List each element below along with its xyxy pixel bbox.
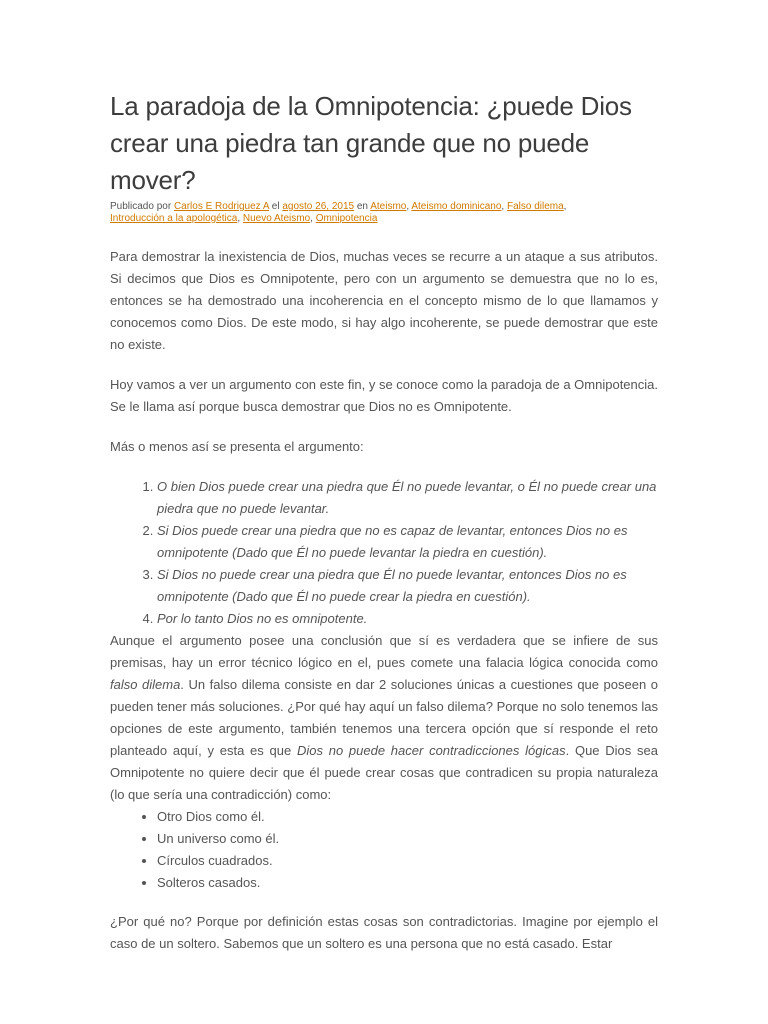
category-link-introduccion-apologetica[interactable]: Introducción a la apologética xyxy=(110,213,238,224)
category-separator: , xyxy=(237,213,243,224)
category-link-nuevo-ateismo[interactable]: Nuevo Ateismo xyxy=(242,213,311,224)
argument-item: 3. Si Dios no puede crear una piedra que Él no puede levantar, entonces Dios no es omnipotente (Dado que Él no puede crear la piedra en cuestión). xyxy=(157,564,658,608)
argument-item: 4. Por lo tanto Dios no es omnipotente. xyxy=(157,608,658,630)
emphasis-contradicciones: Dios no puede hacer contradicciones lógicas xyxy=(296,743,566,758)
categories-prefix: en xyxy=(354,201,371,212)
list-item: • Otro Dios como él. xyxy=(157,806,658,828)
paragraph-why-not: ¿Por qué no? Porque por definición estas cosas son contradictorias. Imagine por ejemplo el caso de un soltero. Sabemos que un soltero es una persona que no está casado. Estar xyxy=(110,914,658,951)
published-by-label: Publicado por xyxy=(110,201,174,212)
author-link[interactable]: Carlos E Rodriguez A xyxy=(173,201,269,212)
paragraph-text: . Que Dios sea Omnipotente no quiere decir que él puede crear cosas que contradicen su propia naturaleza (lo que sería una contradicción) como: xyxy=(110,743,658,802)
emphasis-falso-dilema: falso dilema xyxy=(110,677,181,692)
list-item: • Solteros casados. xyxy=(157,872,658,894)
argument-item: 2. Si Dios puede crear una piedra que no es capaz de levantar, entonces Dios no es omnipotente (Dado que Él no puede levantar la piedra en cuestión). xyxy=(157,520,658,564)
paragraph-false-dilemma xyxy=(110,630,658,806)
article xyxy=(110,88,658,955)
category-link-ateismo-dominicano[interactable]: Ateismo dominicano xyxy=(411,201,502,212)
paragraph-argument-intro: Hoy vamos a ver un argumento con este fin, y se conoce como la paradoja de a Omnipotencia. Se le llama así porque busca demostrar que Dios no es Omnipotente. xyxy=(110,377,658,414)
category-separator: , xyxy=(310,213,316,224)
category-separator: , xyxy=(501,201,507,212)
paragraph-intro: Para demostrar la inexistencia de Dios, muchas veces se recurre a un ataque a sus atributos. Si decimos que Dios es Omnipotente, pero con un argumento se demuestra que no lo es, entonces se ha demostrado una incoherencia en el concepto mismo de lo que llamamos y conocemos como Dios. De este modo, si hay algo incoherente, se puede demostrar que este no existe. xyxy=(110,249,658,352)
list-item: • Un universo como él. xyxy=(157,828,658,850)
category-link-omnipotencia[interactable]: Omnipotencia xyxy=(315,213,378,224)
date-prefix: el xyxy=(269,201,283,212)
list-item: • Círculos cuadrados. xyxy=(157,850,658,872)
post-meta xyxy=(110,201,590,225)
paragraph-text: Aunque el argumento posee una conclusión que sí es verdadera que se infiere de sus premisas, hay un error técnico lógico en el, pues comete una falacia lógica conocida como xyxy=(110,633,658,670)
date-link[interactable]: agosto 26, 2015 xyxy=(282,201,355,212)
argument-item: 1. O bien Dios puede crear una piedra que Él no puede levantar, o Él no puede crear una piedra que no puede levantar. xyxy=(157,476,658,520)
argument-list xyxy=(110,476,658,630)
article-title: La paradoja de la Omnipotencia: ¿puede Dios crear una piedra tan grande que no puede mover? xyxy=(110,91,632,195)
contradiction-examples-list xyxy=(110,806,658,894)
paragraph-text: . Un falso dilema consiste en dar 2 soluciones únicas a cuestiones que poseen o pueden tener más soluciones. ¿Por qué hay aquí un falso dilema? Porque no solo tenemos las opciones de este argumento, también tenemos una tercera opción que sí responde el reto planteado aquí, y esta es que xyxy=(110,677,658,758)
category-link-ateismo[interactable]: Ateismo xyxy=(370,201,407,212)
category-link-falso-dilema[interactable]: Falso dilema xyxy=(506,201,564,212)
category-separator: , xyxy=(563,201,567,212)
paragraph-argument-lead: Más o menos así se presenta el argumento: xyxy=(110,439,364,454)
category-separator: , xyxy=(406,201,412,212)
